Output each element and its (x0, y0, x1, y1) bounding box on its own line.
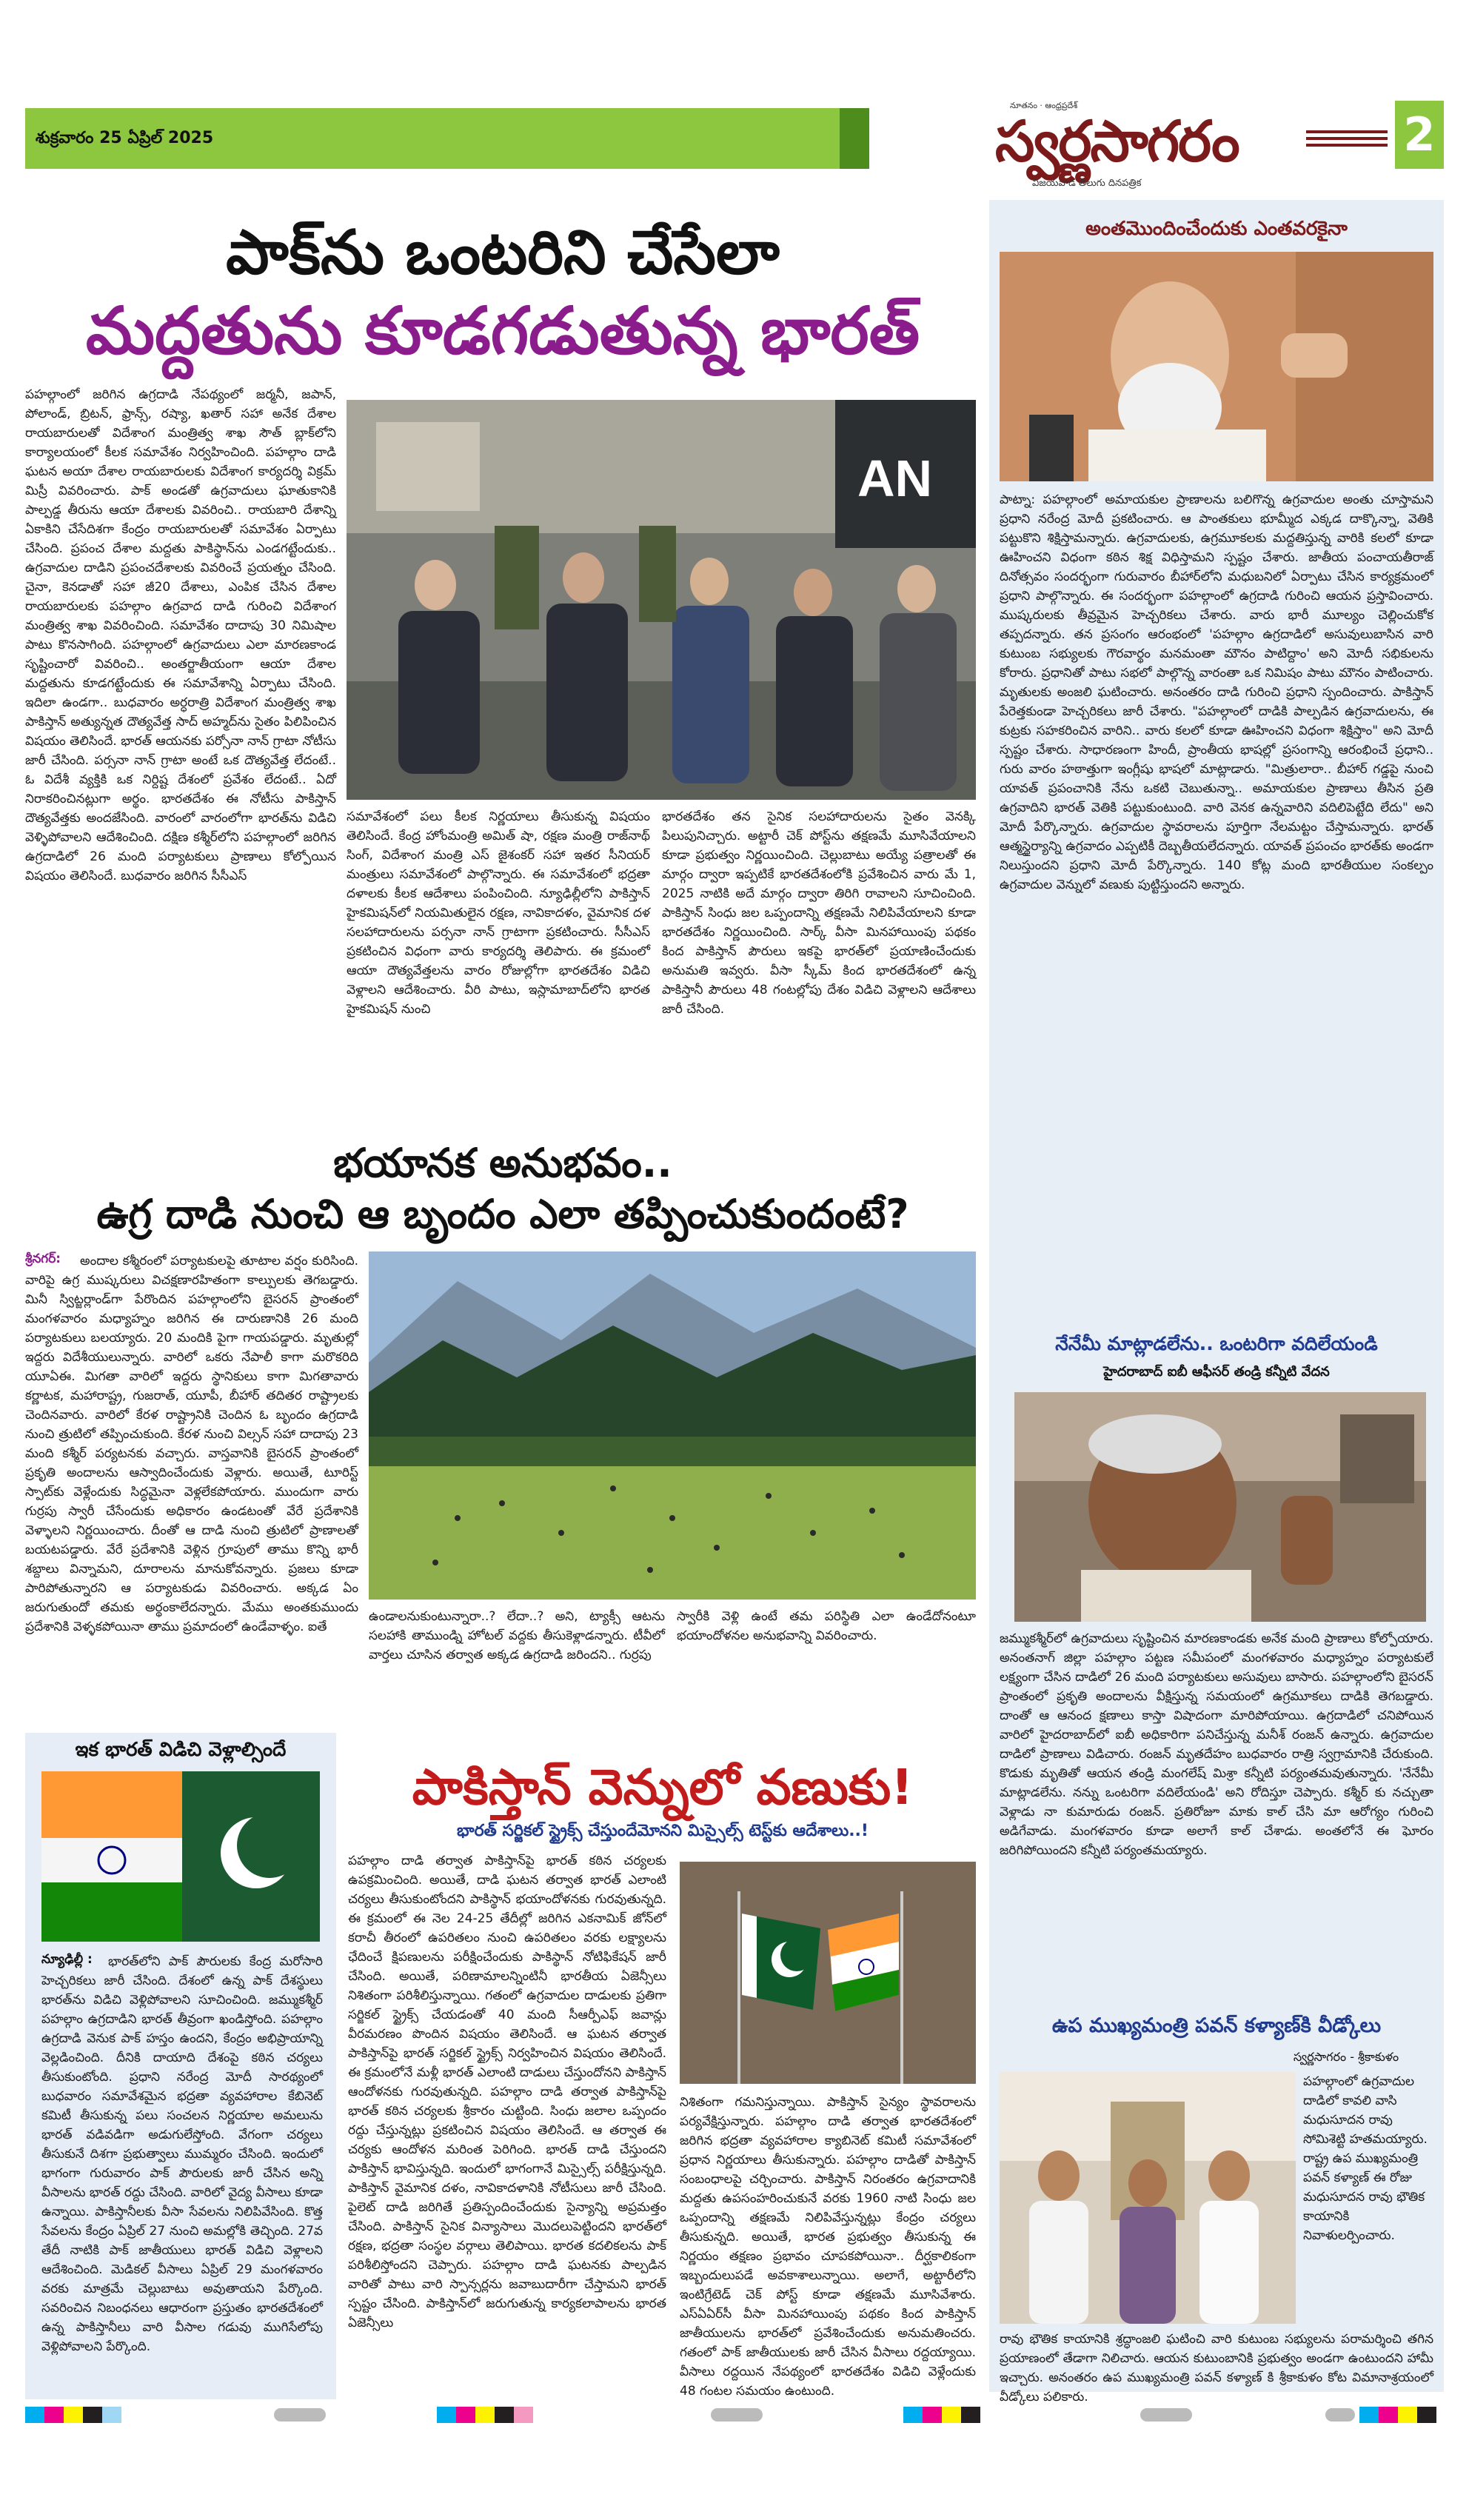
svg-text:AN: AN (857, 449, 933, 507)
sidebar-text-pawan-b: రావు భౌతిక కాయానికి శ్రద్ధాంజలి ఘటించి వారి కుటుంబ సభ్యులను పరామర్శించి తగిన ప్రయాణంలో తేడాగా నిలిచారు. ఆయన కుటుంబానికి ప్రభుత్వం అండగా ఉంటుందని హామీ ఇచ్చారు. అనంతరం ఉప ముఖ్యమంత్రి పవన్ కళ్యాణ్ కి శ్రీకాకుళం కోట విమానాశ్రయంలో వీడ్కోలు పలికారు. (1000, 2332, 1433, 2404)
sidebar-heading-modi: అంతమొందించేందుకు ఎంతవరకైనా (1085, 218, 1348, 240)
article2-headline-line2: ఉగ్ర దాడి నుంచి ఆ బృందం ఎలా తప్పించుకుందంటే? (96, 1191, 909, 1237)
sidebar-text-ib: జమ్ముకశ్మీర్‌లో ఉగ్రవాదులు సృష్టించిన మారణకాండకు అనేక మంది ప్రాణాలు కోల్పోయారు. అనంతనాగ్ జిల్లా పహల్గాం పట్టణ సమీపంలో మంగళవారం మధ్యాహ్నం పర్యాటకులే లక్ష్యంగా చేసిన దాడిలో 26 మంది పర్యాటకులు అసువులు బాసారు. పహల్గాంలోని బైసరన్ ప్రాంతంలో ప్రకృతి అందాలను వీక్షిస్తున్న సమయంలో ఉగ్రమూకలు దాడికి తెగబడ్డారు. దాంతో ఆ ఆనంద క్షణాలు కాస్తా విషాదంగా మారిపోయాయి. ఉగ్రదాడిలో చనిపోయిన వారిలో హైదరాబాద్‌లో ఐబీ అధికారిగా పనిచేస్తున్న మనీశ్ రంజన్ ఉన్నారు. ఉగ్రవాదుల దాడిలో ప్రాణాలు విడిచారు. రంజన్ మృతదేహం బుధవారం రాత్రి స్వగ్రామానికి చేరుకుంది. కొడుకు మృతితో ఆయన తండ్రి మంగలేష్ మిశ్రా కన్నీటి పర్యంతమవుతున్నారు. 'నేనేమీ మాట్లాడలేను. నన్ను ఒంటరిగా వదిలేయండి' అని రోదిస్తూ చెప్పారు. కశ్మీర్ కు నచ్చుతా వెళ్లాడు నా కుమారుడు రంజన్. ప్రతిరోజూ మాకు కాల్ చేసి మా ఆరోగ్యం గురించి అడిగేవాడు. మంగళవారం కూడా అలాగే కాల్ చేశాడు. అంతలోనే ఈ ఘోరం జరిగిపోయిందని కన్నీటి పర్యంతమయ్యారు. (1000, 1631, 1433, 1858)
footer-gray-tab-1 (274, 2408, 326, 2422)
footer-color-bar-right (1359, 2407, 1436, 2423)
sidebar-heading-pawan: ఉప ముఖ్యమంత్రి పవన్ కళ్యాణ్‌కి వీడ్కోలు (1051, 2014, 1382, 2037)
flags-photo-small (41, 1771, 320, 1942)
pawan-photo (1000, 2072, 1296, 2324)
footer-color-bar-mid2 (903, 2407, 980, 2423)
pawan-photo-drawing (1000, 2072, 1296, 2324)
ib-father-photo-drawing (1014, 1392, 1426, 1622)
sidebar-sub-pawan: స్వర్ణసాగరం - శ్రీకాకుళం (1293, 2050, 1399, 2064)
sidebar-sub-ib: హైదరాబాద్ ఐబీ ఆఫీసర్ తండ్రి కన్నీటి వేదన (1103, 1364, 1330, 1380)
article1-headline-line2: మద్దతును కూడగడుతున్న భారత్ (85, 293, 920, 369)
footer-gray-tab-2 (711, 2408, 763, 2422)
article3-headline: పాకిస్తాన్ వెన్నులో వణుకు! (412, 1759, 914, 1816)
article3-col2: నిశితంగా గమనిస్తున్నాయి. పాకిస్తాన్ సైన్యం స్థావరాలను పర్యవేక్షిస్తున్నారు. పహల్గాం దాడి తర్వాత భారతదేశంలో జరిగిన భద్రతా వ్యవహారాల క్యాబినెట్ కమిటీ సమావేశంలో ప్రధాన నిర్ణయాలు తీసుకున్నారు. పహల్గాం దాడితో పాకిస్తాన్ సంబంధాలపై చర్చించారు. పాకిస్తాన్ నిరంతరం ఉగ్రవాదానికి మద్దతు ఉపసంహరించుకునే వరకు 1960 నాటి సింధు జల ఒప్పందాన్ని తక్షణమే నిలిపివేస్తున్నట్లు కేంద్రం చర్యలు తీసుకున్నది. అయితే, భారత ప్రభుత్వం తీసుకున్న ఈ నిర్ణయం తక్షణం ప్రభావం చూపకపోయినా.. దీర్ఘకాలికంగా ఇబ్బందులుపడే అవకాశాలున్నాయి. అలాగే, అట్టారీలోని ఇంటిగ్రేటెడ్ చెక్ పోస్ట్ కూడా తక్షణమే మూసివేశారు. ఎస్‌ఏఏర్‌సీ వీసా మినహాయింపు పథకం కింద పాకిస్తాన్ జాతీయులను భారత్‌లో ప్రవేశించేందుకు అనుమతించరు. గతంలో పాక్ జాతీయులకు జారీ చేసిన వీసాలు రద్దయ్యాయి. వీసాలు రద్దయిన నేపథ్యంలో భారతదేశం విడిచి వెళ్లేందుకు 48 గంటల సమయం ఉంటుంది. (680, 2095, 976, 2399)
visa-box-text: భారత్‌లోని పాక్ పౌరులకు కేంద్ర మరోసారి హెచ్చరికలు జారీ చేసింది. దేశంలో ఉన్న పాక్ దేశస్థులు భారత్‌ను విడిచి వెళ్లిపోవాలని సూచించింది. జమ్ముకశ్మీర్ పహల్గాం ఉగ్రదాడిని భారత్ తీవ్రంగా ఖండిస్తోంది. పహల్గాం ఉగ్రదాడి వెనుక పాక్ హస్తం ఉందని, కేంద్రం అభిప్రాయాన్ని వెల్లడించింది. దీనికి దాయాది దేశంపై కఠిన చర్యలు తీసుకుంటోంది. ప్రధాని నరేంద్ర మోదీ సారథ్యంలో బుధవారం సమావేశమైన భద్రతా వ్యవహారాల కేబినెట్ కమిటీ తీసుకున్న పలు సంచలన నిర్ణయాల అమలును భారత్ వడివడిగా అడుగులేస్తోంది. వేగంగా చర్యలు తీసుకునే దిశగా ప్రభుత్వాలు ముమ్మరం చేసింది. ఇందులో భాగంగా గురువారం పాక్ పౌరులకు జారీ చేసిన అన్ని వీసాలను భారత్ రద్దు చేసింది. వారిలో వైద్య వీసాలు కూడా ఉన్నాయి. పాకిస్తానీలకు వీసా సేవలను నిలిపివేసింది. కొత్త సేవలను కేంద్రం ఏప్రిల్ 27 నుంచి అమల్లోకి తెచ్చింది. 27వ తేదీ నాటికి పాక్ జాతీయులు భారత్ విడిచి వెళ్లాలని ఆదేశించింది. మెడికల్ వీసాలు ఏప్రిల్ 29 మంగళవారం వరకు మాత్రమే చెల్లుబాటు అవుతాయని పేర్కొంది. సవరించిన నిబంధనలు ఆధారంగా ప్రస్తుతం భారతదేశంలో ఉన్న పాకిస్తానీలు వారి వీసాల గడువు ముగిసేలోపు వెళ్లిపోవాలని పేర్కొంది. (41, 1954, 323, 2354)
sidebar-text-pawan: పహల్గాంలో ఉగ్రవాదుల దాడిలో కావలి వాసి మధుసూదన రావు సోమిశెట్టి హతమయ్యారు. రాష్ట్ర ఉప ముఖ్యమంత్రి పవన్ కళ్యాణ్ ఈ రోజు మధుసూదన రావు భౌతిక కాయానికి నివాళులర్పించారు. (1303, 2074, 1428, 2243)
flags-photo (680, 1862, 976, 2084)
article1-headline-line1: పాక్‌ను ఒంటరిని చేసేలా (226, 218, 780, 288)
logo-subline: విజయవాడ తెలుగు దినపత్రిక (1032, 178, 1142, 189)
modi-photo-drawing (1000, 252, 1433, 481)
diplomats-photo-drawing (347, 400, 976, 800)
baisaran-photo-drawing (369, 1251, 976, 1600)
baisaran-photo (369, 1251, 976, 1600)
footer-color-bar-left (25, 2407, 121, 2423)
masthead (25, 101, 1444, 194)
flags-photo-small-drawing (41, 1771, 320, 1942)
sidebar-text-modi: పాట్నా: పహల్గాంలో అమాయకుల ప్రాణాలను బలిగొన్న ఉగ్రవాదుల అంతు చూస్తామని ప్రధాని నరేంద్ర మోదీ ప్రకటించారు. ఆ పాంతకులు భూమ్మీద ఎక్కడ దాక్కొన్నా, వెతికి పట్టుకొని శిక్షిస్తామన్నారు. ఉగ్రవాదులకు, ఉగ్రమూకలకు మద్దతిస్తున్న వారికి కలలో కూడా ఊహించని విధంగా కఠిన శిక్ష విధిస్తామని స్పష్టం చేశారు. జాతీయ పంచాయతీరాజ్ దినోత్సవం సందర్భంగా గురువారం బీహార్‌లోని మధుబనిలో ఏర్పాటు చేసిన కార్యక్రమంలో ప్రధాని పాల్గొన్నారు. ఈ సందర్భంగా పహల్గాంలో ఉగ్రదాడి గురించి ఆయన ప్రస్తావించారు. ముష్కరులకు తీవ్రమైన హెచ్చరికలు చేశారు. వారు భారీ మూల్యం చెల్లించుకోక తప్పదన్నారు. తన ప్రసంగం ఆరంభంలో 'పహల్గాం ఉగ్రదాడిలో అసువులుబాసిన వారి కుటుంబ సభ్యులకు గౌరవార్థం మనమంతా మౌనం పాటిద్దాం' అని మోదీ సభికులను కోరారు. ప్రధానితో పాటు సభలో పాల్గొన్న వారంతా ఒక నిమిషం పాటు మౌనం పాటించారు. మృతులకు అంజలి ఘటించారు. అనంతరం దాడి గురించి ప్రధాని స్పందించారు. పాకిస్తాన్ పేరెత్తకుండా హెచ్చరికలు జారీ చేశారు. "పహల్గాంలో దాడికి పాల్పడిన ఉగ్రవాదులను, ఈ కుట్రకు సహకరించిన వారిని.. వారు కలలో కూడా ఊహించని విధంగా శిక్షిస్తాం" అని మోదీ స్పష్టం చేశారు. సాధారణంగా హిందీ, ప్రాంతీయ భాషల్లో ప్రసంగాన్ని ఆరంభించే ప్రధాని.. గురు వారం హఠాత్తుగా ఇంగ్లీషు భాషలో మాట్లాడారు. "మిత్రులారా.. బీహార్ గడ్డపై నుంచి యావత్ ప్రపంచానికి నేను ఒకటి చెబుతున్నా.. అమాయకుల ప్రాణాలు తీసిన ప్రతి ఉగ్రవాదిని భారత్ వెతికి పట్టుకుంటుంది. వారి వెనక ఉన్నవారిని వదిలిపెట్టేది లేదు" అని మోదీ పేర్కొన్నారు. ఉగ్రవాదుల స్థావరాలను పూర్తిగా నేలమట్టం చేస్తామన్నారు. భారత్ ఆత్మస్థైర్యాన్ని ఉగ్రవాదం ఎప్పటికీ దెబ్బతీయలేదన్నారు. యావత్ ప్రపంచం భారత్‌కు అండగా నిలుస్తుందని ప్రధాని మోదీ పేర్కొన్నారు. 140 కోట్ల మంది భారతీయుల సంకల్పం ఉగ్రవాదుల వెన్నులో వణుకు పుట్టిస్తుందని అన్నారు. (1000, 492, 1433, 892)
article2-caption: ఉండాలనుకుంటున్నారా..? లేదా..? అని, ట్యాక్సీ ఆటను సలహాకి తాముండ్ని హోటల్ వద్దకు తీసుకెళ్లాడన్నారు. టీవీలో వార్తలు చూసిన తర్వాత అక్కడ ఉగ్రదాడి జరిందని.. గుర్రపు (369, 1609, 665, 1662)
flags-photo-drawing (680, 1862, 976, 2084)
rule-lines-right (1306, 130, 1388, 153)
diplomats-photo (347, 400, 976, 800)
page-number-box (1395, 101, 1444, 169)
footer-gray-tab-4 (1325, 2408, 1355, 2422)
article2-caption2: స్వారీకి వెళ్లి ఉంటే తమ పరిస్థితి ఎలా ఉండేదోనంటూ భయాందోళనల అనుభవాన్ని వివరించారు. (677, 1609, 976, 1643)
ib-father-photo (1014, 1392, 1426, 1622)
article1-col1: పహల్గాంలో జరిగిన ఉగ్రదాడి నేపథ్యంలో జర్మనీ, జపాన్, పోలాండ్, బ్రిటన్, ఫ్రాన్స్, రష్యా, ఖతార్ సహా అనేక దేశాల రాయబారులతో విదేశాంగ మంత్రిత్వ శాఖ సౌత్ బ్లాక్‌లోని కార్యాలయంలో కీలక సమావేశం నిర్వహించింది. పహల్గాం దాడి ఘటన అయా దేశాల రాయబారులకు విదేశాంగ కార్యదర్శి విక్రమ్ మిస్రీ వివరించారు. పాక్ అండతో ఉగ్రవాదులు ఘాతుకానికి పాల్పడ్డ తీరును ఆయా దేశాలకు వివరించి.. రాయబారి దేశాన్ని ఏకాకిని చేసేదిశగా కేంద్రం రాయబారులతో సమావేశం ఏర్పాటు చేసింది. ప్రపంచ దేశాల మద్దతు పాకిస్థాన్‌ను ఎండగట్టేందుకు.. ఉగ్రవాదుల దాడిని ప్రపంచదేశాలకు వివరించే ప్రయత్నం చేసింది. చైనా, కెనడాతో సహా జీ20 దేశాలు, ఎంపిక చేసిన దేశాల రాయబారులకు పహల్గాం ఉగ్రవాద దాడి గురించి విదేశాంగ మంత్రిత్వ శాఖ వివరించింది. సమావేశం దాదాపు 30 నిమిషాల పాటు కొనసాగింది. పహల్గాంలో ఉగ్రవాదులు ఎలా మారణకాండ సృష్టించారో వివరించి.. అంతర్జాతీయంగా ఆయా దేశాల మద్దతును కూడగట్టేందుకు ఈ సమావేశాన్ని ఏర్పాటు చేసింది. ఇదిలా ఉండగా.. బుధవారం అర్ధరాత్రి విదేశాంగ మంత్రిత్వ శాఖ పాకిస్తాన్ అత్యున్నత దౌత్యవేత్త సాద్ అహ్మద్‌ను సైతం పిలిపించిన విషయం తెలిసిందే. భారత్ ఆయనకు పర్సోనా నాన్ గ్రాటా నోటీసు జారీ చేసింది. పర్సనా నాన్ గ్రాటా అంటే ఒక దౌత్యవేత్త లేదంటే.. ఓ విదేశీ వ్యక్తికి ఒక నిర్దిష్ట దేశంలో ప్రవేశం లేదంటే.. ఏదో నిరాకరించినట్లుగా అర్థం. భారతదేశం ఈ నోటీసు పాకిస్తాన్ దౌత్యవేత్తకు అందజేసింది. వారంలో వారంలోగా భారత్‌ను విడిచి వెళ్ళిపోవాలని ఆదేశించింది. దక్షిణ కశ్మీర్‌లోని పహల్గాంలో జరిగిన ఉగ్రదాడిలో 26 మంది పర్యాటకులు ప్రాణాలు కోల్పోయిన విషయం తెలిసిందే. బుధవారం జరిగిన సీసీఎస్ (25, 387, 336, 883)
visa-box-lead: న్యూఢిల్లీ : (41, 1952, 93, 1967)
article1-col2: సమావేశంలో పలు కీలక నిర్ణయాలు తీసుకున్న విషయం తెలిసిందే. కేంద్ర హోంమంత్రి అమిత్ షా, రక్షణ మంత్రి రాజ్‌నాథ్ సింగ్, విదేశాంగ మంత్రి ఎస్ జైశంకర్ సహా ఇతర సీనియర్ మంత్రులు సమావేశంలో పాల్గొన్నారు. ఈ సమావేశంలో భద్రతా దళాలకు కీలక ఆదేశాలు పంపించింది. న్యూఢిల్లీలోని పాకిస్తాన్ హైకమిషన్‌లో నియమితులైన రక్షణ, నావికాదళం, వైమానిక దళ సలహాదారులను పర్సనా నాన్ గ్రాటాగా ప్రకటించారు. సీసీఎస్ ప్రకటించిన విధంగా వారు కార్యదర్శి తెలిపారు. ఈ క్రమంలో ఆయా దౌత్యవేత్తలను వారం రోజుల్లోగా భారతదేశం విడిచి వెళ్లాలని ఆదేశించారు. వీరి పాటు, ఇస్లామాబాద్‌లోని భారత హైకమిషన్ నుంచి (347, 809, 650, 1017)
issue-date: శుక్రవారం 25 ఏప్రిల్ 2025 (36, 129, 214, 147)
article3-subhead: భారత్ సర్జికల్ స్ట్రైక్స్ చేస్తుందేమోనని మిస్సైల్స్ టెస్ట్‌కు ఆదేశాలు..! (457, 1822, 869, 1840)
modi-photo (1000, 252, 1433, 481)
visa-box-heading: ఇక భారత్ విడిచి వెళ్లాల్సిందే (75, 1739, 287, 1761)
article1-col3: భారతదేశం తన సైనిక సలహాదారులను సైతం వెనక్కి పిలుపునిచ్చారు. అట్టారీ చెక్ పోస్ట్‌ను తక్షణమే మూసివేయాలని కూడా ప్రభుత్వం నిర్ణయించింది. చెల్లుబాటు అయ్యే పత్రాలతో ఈ మార్గం ద్వారా ఇప్పటికే భారతదేశంలోకి ప్రవేశించిన వారు మే 1, 2025 నాటికి అదే మార్గం ద్వారా తిరిగి రావాలని సూచించింది. పాకిస్తాన్ సింధు జల ఒప్పందాన్ని తక్షణమే నిలిపివేయాలని కూడా భారతదేశం నిర్ణయించింది. సార్క్ వీసా మినహాయింపు పథకం కింద పాకిస్తాన్ పౌరులు ఇకపై భారత్‌లో ప్రయాణించేందుకు అనుమతి ఇవ్వరు. వీసా స్కీమ్ కింద భారతదేశంలో ఉన్న పాకిస్తానీ పౌరులు 48 గంటల్లోపు దేశం విడిచి వెళ్లాలని ఆదేశాలు జారీ చేసింది. (662, 809, 977, 1017)
article2-col1: అందాల కశ్మీరంలో పర్యాటకులపై తూటాల వర్షం కురిసింది. వారిపై ఉగ్ర ముష్కరులు విచక్షణారహితంగా కాల్పులకు తెగబడ్డారు. మినీ స్విట్జర్లాండ్‌గా పేరొందిన పహల్గాంలోని బైసరన్ ప్రాంతంలో మంగళవారం మధ్యాహ్నం జరిగిన ఈ దారుణానికి 26 మంది పర్యాటకులు బలయ్యారు. 20 మందికి పైగా గాయపడ్డారు. మృతుల్లో ఇద్దరు విదేశీయులున్నారు. వారిలో ఒకరు నేపాలీ కాగా మరొకరిది యూఏఈ. మిగతా వారిలో ఇద్దరు స్థానికులు కాగా మిగతావారు కర్ణాటక, మహారాష్ట్ర, గుజరాత్, యూపీ, బీహార్ తదితర రాష్ట్రాలకు చెందినవారు. వారిలో కేరళ రాష్ట్రానికి చెందిన ఓ బృందం ఉగ్రదాడి నుంచి త్రుటిలో తప్పించుకుంది. కేరళ నుంచి విల్సన్ సహా దాదాపు 23 మంది కశ్మీర్ పర్యటనకు వచ్చారు. వాస్తవానికి బైసరన్ ప్రాంతంలో ప్రకృతి అందాలను ఆస్వాదించేందుకు వెళ్లారు. అయితే, టూరిస్ట్ స్పాట్‌కు వెళ్లేందుకు సిద్ధమైనా వెళ్లలేకపోయారు. ముందుగా వారు గుర్రపు స్వారీ చేసేందుకు అధికారం ఉండటంతో వేరే ప్రదేశానికి వెళ్ళాలని నిర్ణయించారు. దీంతో ఆ దాడి నుంచి త్రుటిలో ప్రాణాలతో బయటపడ్డారు. వేరే ప్రదేశానికి వెళ్లిన గ్రూపులో తాము కొన్ని భారీ శబ్దాలు విన్నామని, దూరాలను మానుకోవన్నారు. ప్రజలు కూడా పారిపోతున్నారని ఆ పర్యాటకుడు వివరించారు. అక్కడ ఏం జరుగుతుందో తమకు అర్థంకాలేదన్నారు. మేము అంతకుముందు ప్రదేశానికి వెళ్ళకపోయినా తాము ప్రమాదంలో ఉండేవాళ్ళం. ఐతే (25, 1254, 358, 1634)
footer-gray-tab-3 (1140, 2408, 1192, 2422)
article3-col1: పహల్గాం దాడి తర్వాత పాకిస్తాన్‌పై భారత్ కఠిన చర్యలకు ఉపక్రమించింది. అయితే, దాడి ఘటన తర్వాత భారత్ ఎలాంటి చర్యలు తీసుకుంటోందని పాకిస్థాన్ భయాందోళనకు గురవుతున్నది. ఈ క్రమంలో ఈ నెల 24-25 తేదీల్లో జరిగిన ఎకనామిక్ జోన్‌లో కరాచీ తీరంలో ఉపరితలం నుంచి ఉపరితలం వరకు లక్ష్యాలను ఛేదించే క్షిపణులను పరీక్షించేందుకు పాకిస్థాన్ నోటిఫికేషన్ జారీ చేసింది. అయితే, పరిణామాలన్నింటినీ భారతీయ ఏజెన్సీలు నిశితంగా పరిశీలిస్తున్నాయి. గతంలో ఉగ్రవాదుల దాడులకు ప్రతిగా సర్జికల్ స్ట్రైక్స్ చేయడంతో 40 మంది సీఆర్పీఎఫ్ జవాన్లు వీరమరణం పొందిన విషయం తెలిసిందే. ఆ ఘటన తర్వాత పాకిస్తాన్‌పై భారత్ సర్జికల్ స్ట్రైక్స్ నిర్వహించిన విషయం తెలిసిందే. ఈ క్రమంలోనే మళ్లీ భారత్ ఎలాంటి దాడులు చేస్తుందోనని పాకిస్తాన్ ఆందోళనకు గురవుతున్నది. పహల్గాం దాడి తర్వాత పాకిస్తాన్‌పై భారత్ కఠిన చర్యలకు శ్రీకారం చుట్టింది. సింధు జలాల ఒప్పందం రద్దు చేస్తున్నట్లు ప్రకటించిన విషయం తెలిసిందే. ఆ తర్వాత ఈ చర్యకు ఆందోళన మరింత పెరిగింది. భారత్ దాడి చేస్తుందని పాకిస్తాన్ భావిస్తున్నది. ఇందులో భాగంగానే మిస్సైల్స్ పరీక్షిస్తున్నది. పాకిస్తాన్ వైమానిక దళం, నావికాదళానికి నోటీసులు జారీ చేసింది. పైలెట్ దాడి జరిగితే ప్రతిస్పందించేందుకు సైన్యాన్ని అప్రమత్తం చేసింది. పాకిస్తాన్ సైనిక విన్యాసాలు మొదలుపెట్టిందని భారత్‌లో రక్షణ, భద్రతా సంస్థల వర్గాలు తెలిపాయి. భారత కదలికలను పాక్ పరిశీలిస్తోందని చెప్పారు. పహల్గాం దాడి ఘటనకు పాల్పడిన వారితో పాటు వారి స్పాన్సర్లను జవాబుదారీగా చేస్తామని భారత్ స్పష్టం చేసింది. పాకిస్తాన్‌లో జరుగుతున్న కార్యకలాపాలను భారత ఏజెన్సీలు (348, 1854, 666, 2330)
footer-color-bar-mid (437, 2407, 533, 2423)
sidebar-heading-ib: నేనేమీ మాట్లాడలేను.. ఒంటరిగా వదిలేయండి (1055, 1333, 1378, 1354)
article2-lead: శ్రీనగర్: (25, 1251, 61, 1266)
article2-headline-line1: భయానక అనుభవం.. (333, 1140, 672, 1186)
newspaper-logo: స్వర్ణసాగరం (995, 108, 1239, 174)
date-bar-dark (840, 108, 869, 169)
page-number: 2 (1403, 107, 1436, 161)
logo-top-line: నూతనం · ఆంధ్రప్రదేశ్ (1010, 101, 1078, 110)
